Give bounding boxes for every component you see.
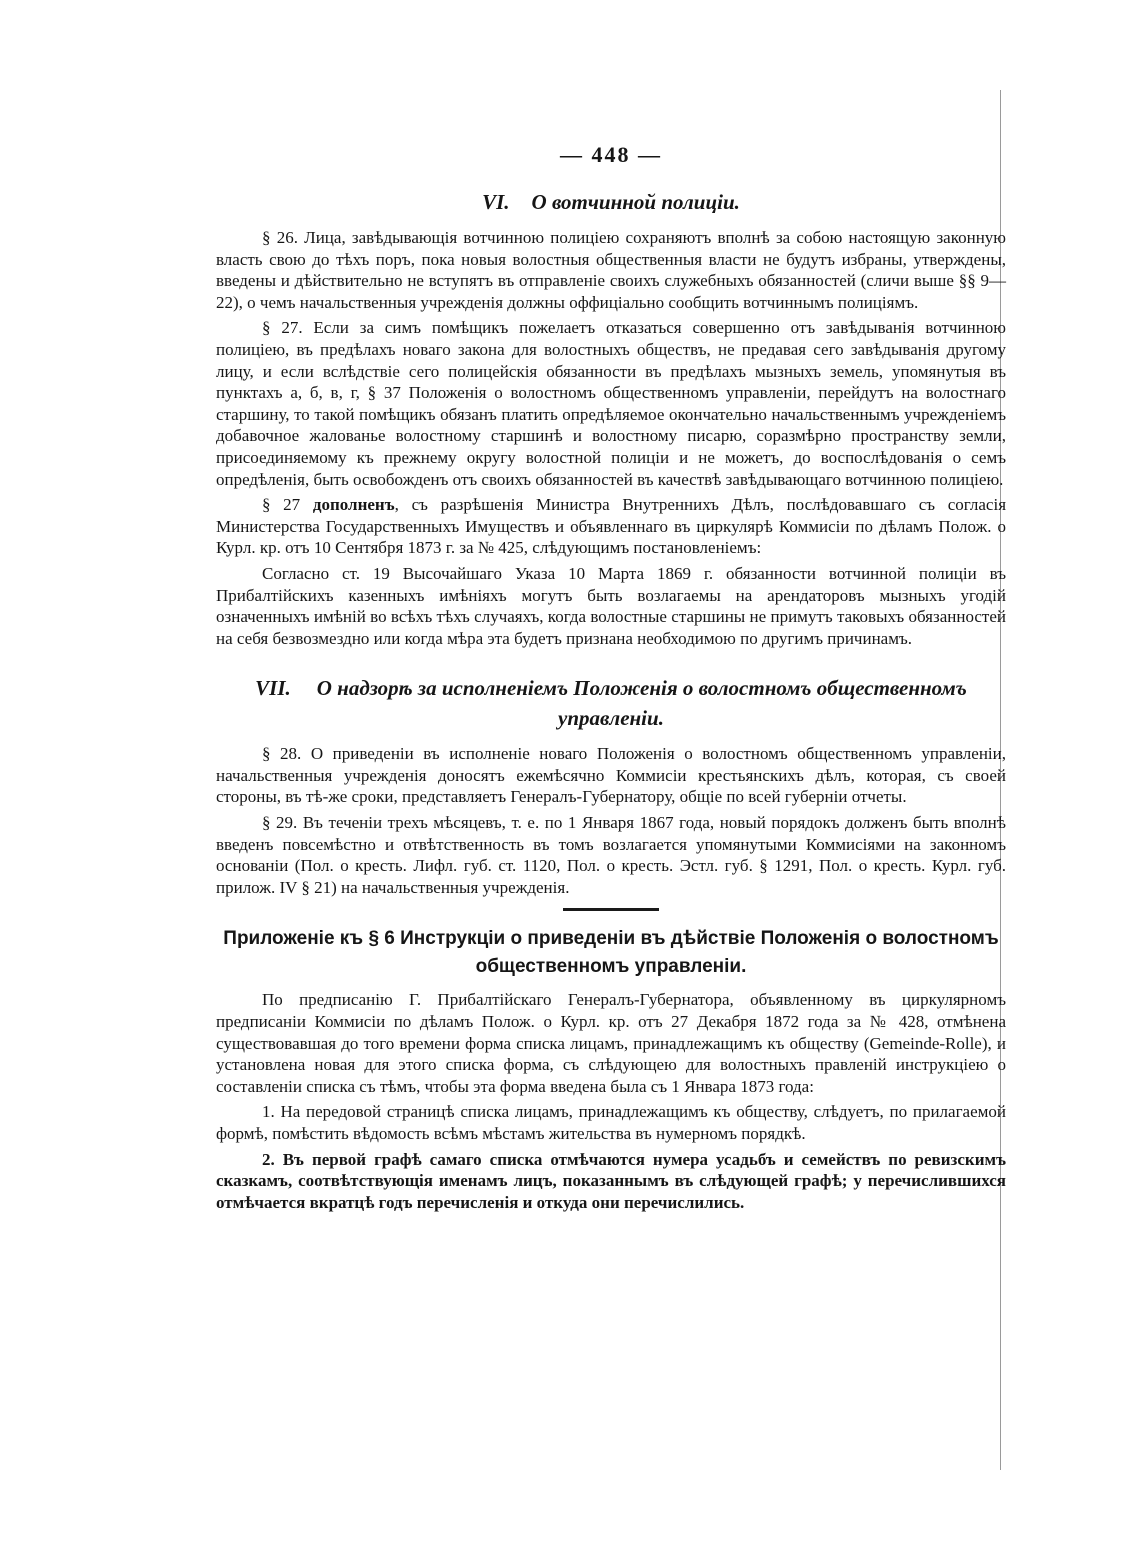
section-6-heading [216,190,1006,215]
section-7-heading [216,673,1006,733]
section-6-roman: VI. [482,190,510,214]
page-number: — 448 — [560,142,662,167]
section-6-title: О вотчинной полиціи. [531,190,740,214]
appendix-item-2: 2. Въ первой графѣ самаго списка отмѣчаются нумера усадьбъ и семействъ по ревизскимъ сказкамъ, соотвѣтствующія именамъ лицъ, показаннымъ въ слѣдующей графѣ; у перечислившихся отмѣчается вкратцѣ годъ перечисленія и откуда они перечислились. [216,1149,1006,1212]
paragraph-26: § 26. Лица, завѣдывающія вотчинною полиціею сохраняютъ вполнѣ за собою настоящую законную власть свою до тѣхъ поръ, пока новыя волостныя общественныя власти не будутъ избраны, утверждены, введены и дѣйствительно не вступятъ въ отправленіе своихъ служебныхъ обязанностей (сличи выше §§ 9—22), о чемъ начальственныя учрежденія должны оффиціально сообщить вотчиннымъ полиціямъ. [216,228,1006,312]
appendix-title: Приложеніе къ § 6 Инструкціи о приведеніи въ дѣйствіе Положенія о волостномъ общественномъ управленіи. [223,928,999,978]
paragraph-28: § 28. О приведеніи въ исполненіе новаго Положенія о волостномъ общественномъ управленіи, начальственныя учрежденія доносятъ ежемѣсячно Коммисіи крестьянскихъ дѣлъ, которая, съ своей стороны, въ тѣ-же сроки, представляетъ Генералъ-Губернатору, общіе по всей губерніи отчеты. [216,744,1006,807]
paragraph-27: § 27. Если за симъ помѣщикъ пожелаетъ отказаться совершенно отъ завѣдыванія вотчинною полиціею, въ предѣлахъ новаго закона для волостныхъ обществъ, не предавая сего завѣдыванія другому лицу, и если вслѣдствіе сего полицейскія обязанности въ предѣлахъ мызныхъ земель, упомянутыя въ пунктахъ а, б, в, г, § 37 Положенія о волостномъ общественномъ управленіи, перейдутъ на волостнаго старшину, то такой помѣщикъ обязанъ платить опредѣляемое окончательно начальственнымъ учрежденіемъ добавочное жалованье волостному старшинѣ и волостному писарю, соразмѣрно пространству земли, присоединяемому къ прежнему округу волостной полиціи и не можетъ, до воспослѣдованія о семъ опредѣленія, быть освобожденъ отъ своихъ обязанностей въ качествѣ завѣдывающаго вотчинною полиціею. [216,318,1006,489]
p27-rest: , съ разрѣшенія Министра Внутреннихъ Дѣлъ, послѣдовавшаго съ согласія Министерства Государственныхъ Имуществъ и объявленнаго въ циркулярѣ Коммисіи по дѣламъ Полож. о Курл. кр. отъ 10 Сентября 1873 г. за № 425, слѣдующимъ постановленіемъ: [216,495,1007,558]
section-7-roman: VII. [255,676,291,701]
p27-bold: дополненъ [312,495,395,515]
paragraph-27-addendum [216,494,1006,559]
paragraph-27-quote: Согласно ст. 19 Высочайшаго Указа 10 Марта 1869 г. обязанности вотчинной полиціи въ Прибалтійскихъ казенныхъ имѣніяхъ могутъ быть возлагаемы на арендаторовъ мызныхъ угодій означенныхъ имѣній во всѣхъ тѣхъ случаяхъ, когда волостные старшины не примутъ таковыхъ обязанностей на себя безвозмездно или когда мѣра эта будетъ признана необходимою по другимъ причинамъ. [216,563,1006,648]
paragraph-29: § 29. Въ теченіи трехъ мѣсяцевъ, т. е. по 1 Января 1867 года, новый порядокъ долженъ быть вполнѣ введенъ повсемѣстно и отвѣтственность въ томъ возлагается упомянутыми Коммисіями на законномъ основаніи (Пол. о кресть. Лифл. губ. ст. 1120, Пол. о кресть. Эстл. губ. § 1291, Пол. о кресть. Курл. губ. прилож. IV § 21) на начальственныя учрежденія. [216,813,1006,897]
page-content [216,142,1006,1217]
p27-prefix: § 27 [262,495,301,515]
appendix-item-1: 1. На передовой страницѣ списка лицамъ, принадлежащимъ къ обществу, слѣдуетъ, по прилагаемой формѣ, помѣстить вѣдомость всѣмъ мѣстамъ жительства въ нумерномъ порядкѣ. [216,1102,1006,1143]
appendix-intro: По предписанію Г. Прибалтійскаго Генералъ-Губернатора, объявленному въ циркулярномъ предписаніи Коммисіи по дѣламъ Полож. о Курл. кр. отъ 27 Декабря 1872 года за № 428, отмѣнена существовавшая до того времени форма списка лицамъ, принадлежащимъ къ обществу (Gemeinde-Rolle), и установлена новая для этого списка форма, съ слѣдующею для волостныхъ правленій инструкціею о составленіи списка съ тѣмъ, чтобы эта форма введена была съ 1 Январа 1873 года: [216,990,1006,1096]
section-divider [563,908,659,911]
section-7-title: О надзорѣ за исполненіемъ Положенія о волостномъ общественномъ управленіи. [316,676,967,731]
